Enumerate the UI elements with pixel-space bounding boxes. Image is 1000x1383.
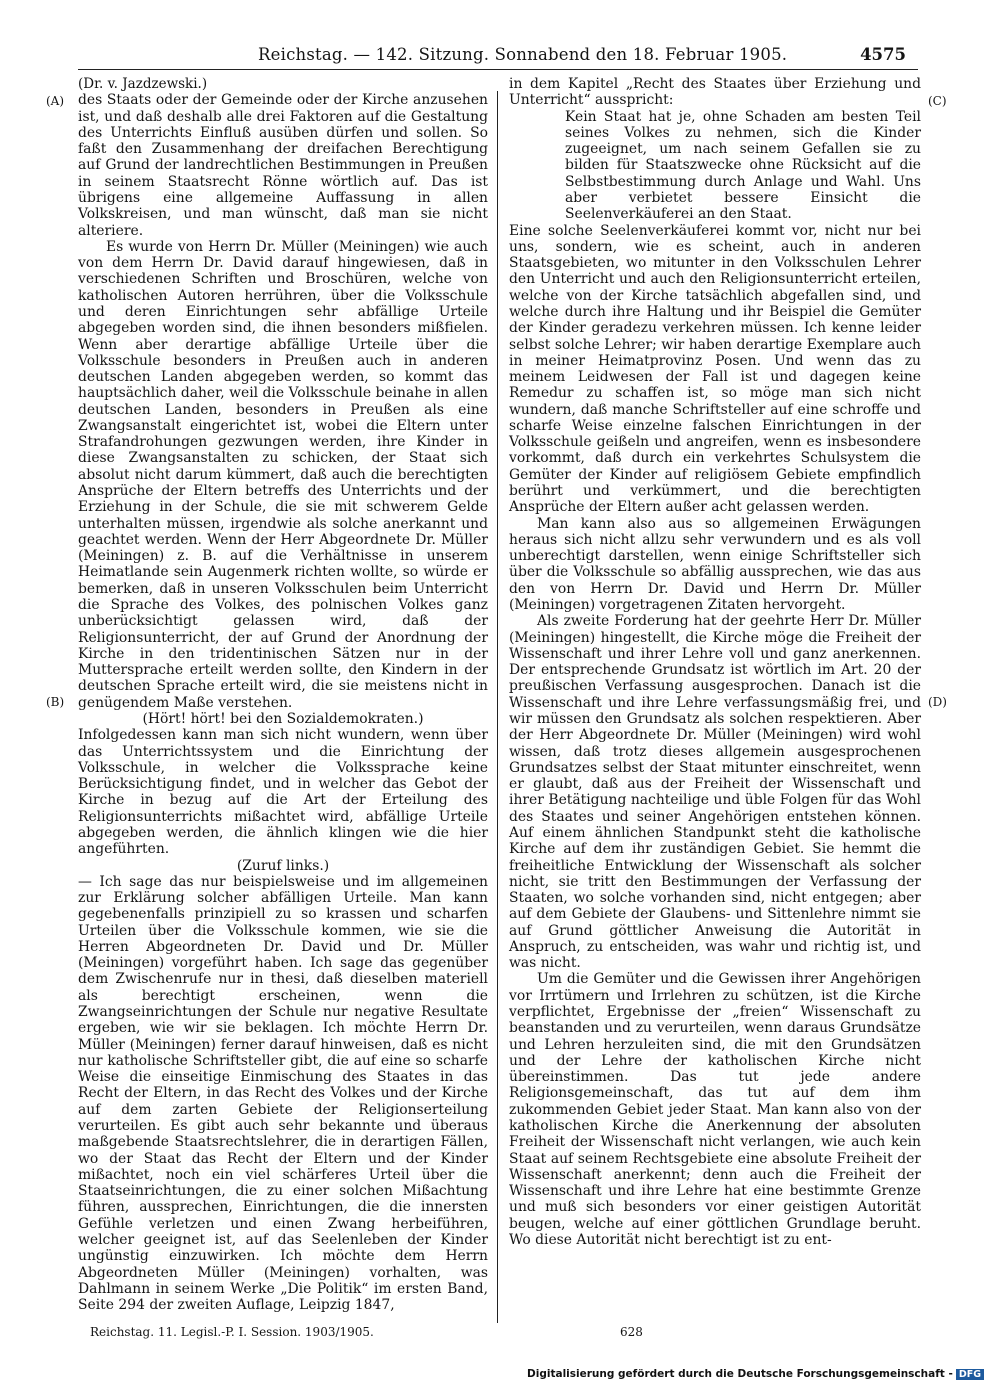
- funding-notice: [527, 1368, 984, 1380]
- paragraph: Als zweite Forderung hat der geehrte Herr Dr. Müller (Meiningen) hingestellt, die Kirche möge die Freiheit der Wissenschaft und ihrer Lehre voll und ganz anerkennen. Der entsprechende Grundsatz ist wörtlich im Art. 20 der preußischen Verfassung ausgesprochen. Danach ist die Wissenschaft und ihre Lehre verfassungsmäßig frei, und wir müssen den Grundsatz als solchen respektieren. Aber der Herr Abgeordnete Dr. Müller (Meiningen) wird wohl wissen, daß trotz dieses allgemein ausgesprochenen Grundsatzes selbst der Staat mitunter einschreitet, wenn er glaubt, daß aus der Freiheit der Wissenschaft und ihrer Betätigung nachteilige und üble Folgen für das Wohl des Staates und seiner Angehörigen entstehen können. Auf einem ähnlichen Standpunkt steht die katholische Kirche auf dem ihr zuständigen Gebiet. Sie hemmt die freiheitliche Entwicklung der Wissenschaft als solcher nicht, sie tritt den Bestimmungen der Verfassung der Staaten, wo solche vorhanden sind, nicht entgegen; aber auf dem Gebiete der Glaubens- und Sittenlehre nimmt sie auf Grund göttlicher Anweisung die Autorität in Anspruch, zu entscheiden, was wahr und richtig ist, und was nicht.: [509, 613, 921, 972]
- header-title: Reichstag. — 142. Sitzung. Sonnabend den 18. Februar 1905.: [258, 45, 788, 64]
- interjection: (Hört! hört! bei den Sozialdemokraten.): [142, 710, 424, 727]
- paragraph: Eine solche Seelenverkäuferei kommt vor, nicht nur bei uns, sondern, wie es scheint, auch in anderen Staatsgebieten, wo mitunter in den Volksschulen Lehrer den Unterricht und auch den Religionsunterricht erteilen, welche von der Kirche tatsächlich abgefallen sind, und welche durch ihre Haltung und ihr Beispiel die Gemüter der Kinder geradezu verkehren müssen. Ich kenne leider selbst solche Lehrer; wir haben derartige Exemplare auch in meiner Heimatprovinz Posen. Und wenn das zu meinem Leidwesen der Fall ist und dagegen keine Remedur zu schaffen ist, so möge man sich nicht wundern, daß manche Schriftsteller auf eine schroffe und scharfe Weise einzelne falschen Einrichtungen in der Volksschule geißeln und angreifen, wenn es insbesondere vorkommt, daß durch ein verkehrtes Schulsystem die Gemüter der Kinder auf religiösem Gebiete empfindlich berührt und verkümmert, und die berechtigten Ansprüche der Eltern außer acht gelassen werden.: [509, 222, 921, 516]
- paragraph: Infolgedessen kann man sich nicht wundern, wenn über das Unterrichtssystem und die Einrichtung der Volksschule, in welcher die Volkssprache keine Berücksichtigung findet, und in welcher das Gebot der Kirche in bezug auf die Art der Erteilung des Religionsunterrichts mißachtet wird, abfällige Urteile abgegeben werden, die ähnlich klingen wie die hier angeführten.: [78, 727, 488, 858]
- margin-mark-b: (B): [46, 695, 65, 709]
- block-quote: Kein Staat hat je, ohne Schaden am besten Teil seines Volkes zu nehmen, sich die Kinder zugeeignet, um nach seinem Gefallen sie zu bilden für Staatszwecke ohne Rücksicht auf die Selbstbestimmung durch Anlage und Wahl. Uns aber verbietet bessere Einsicht die Seelenverkäuferei an den Staat.: [565, 108, 921, 223]
- page-number: 4575: [860, 45, 906, 64]
- interjection: (Zuruf links.): [236, 857, 330, 874]
- margin-mark-c: (C): [928, 94, 947, 108]
- right-column: [509, 76, 921, 1248]
- dfg-logo: DFG: [956, 1369, 984, 1380]
- footer-session: Reichstag. 11. Legisl.-P. I. Session. 1903/1905.: [90, 1325, 374, 1339]
- margin-mark-a: (A): [46, 94, 65, 108]
- left-column: [78, 76, 488, 1313]
- funding-text: Digitalisierung gefördert durch die Deutsche Forschungsgemeinschaft -: [527, 1368, 953, 1380]
- paragraph: des Staats oder der Gemeinde oder der Kirche anzusehen ist, und daß deshalb alle drei Faktoren auf die Gestaltung des Unterrichts Einfluß ausüben dürfen und sollen. So faßt den Zusammenhang der dreifachen Berechtigung auf Grund der landrechtlichen Bestimmungen in Preußen in seinem Staatsrecht Rönne wörtlich auf. Das ist übrigens eine allgemeine Auffassung in allen Volkskreisen, und man wünscht, daß man sie nicht alteriere.: [78, 92, 488, 239]
- running-header: [0, 45, 1000, 69]
- paragraph: Man kann also aus so allgemeinen Erwägungen heraus sich nicht allzu sehr verwundern und es als voll unberechtigt darstellen, wenn einige Schriftsteller sich über die Volksschule so abfällig aussprechen, wie das aus den von Herrn Dr. David und Herrn Dr. Müller (Meiningen) vorgetragenen Zitaten hervorgeht.: [509, 515, 921, 613]
- paragraph: Es wurde von Herrn Dr. Müller (Meiningen) wie auch von dem Herrn Dr. David darauf hingewiesen, daß in verschiedenen Schriften und Broschüren, welche von katholischen Autoren herrühren, über die Volksschule und deren Einrichtungen sehr abfällige Urteile abgegeben worden sind, die ihnen besonders mißfielen. Wenn aber derartige abfällige Urteile über die Volksschule besonders in Preußen auch in anderen deutschen Landen abgegeben werden, so kommt das hauptsächlich daher, weil die Volksschule beinahe in allen deutschen Landen, besonders in Preußen als eine Zwangsanstalt eingerichtet ist, wobei die Eltern unter Strafandrohungen gezwungen werden, ihre Kinder in diese Zwangsanstalten zu schicken, der Staat sich absolut nicht darum kümmert, daß auch die berechtigten Ansprüche der Eltern betreffs des Unterrichts und der Erziehung in der Schule, die sie mit schwerem Gelde unterhalten müssen, irgendwie als solche anerkannt und geachtet werden. Wenn der Herr Abgeordnete Dr. Müller (Meiningen) z. B. auf die Verhältnisse in unserem Heimatlande sein Augenmerk richten wollte, so würde er bemerken, daß in unseren Volksschulen beim Unterricht die Sprache des Volkes, des polnischen Volkes ganz unberücksichtigt gelassen wird, daß der Religionsunterricht, der auf Grund der Anordnung der Kirche in den tridentinischen Sätzen nur in der Muttersprache erteilt werden sollte, den Kindern in der deutschen Sprache erteilt wird, die sie meistens nicht in genügendem Maße verstehen.: [78, 238, 488, 711]
- column-separator: [497, 91, 498, 1323]
- paragraph: in dem Kapitel „Recht des Staates über Erziehung und Unterricht“ ausspricht:: [509, 76, 921, 109]
- footer-sheet-number: 628: [620, 1325, 643, 1339]
- speaker-label: (Dr. v. Jazdzewski.): [78, 76, 208, 92]
- paragraph: — Ich sage das nur beispielsweise und im allgemeinen zur Erklärung solcher abfälligen Urteile. Man kann gegebenenfalls prinzipiell zu so krassen und scharfen Urteilen über die Volksschule kommen, wie sie die Herren Abgeordneten Dr. David und Dr. Müller (Meiningen) vorgeführt haben. Ich sage das gegenüber dem Zwischenrufe nur in thesi, daß dieselben materiell als berechtigt erscheinen, wenn die Zwangseinrichtungen der Schule nur negative Resultate ergeben, wie wir sie beklagen. Ich möchte Herrn Dr. Müller (Meiningen) ferner darauf hinweisen, daß es nicht nur katholische Schriftsteller gibt, die auf eine so scharfe Weise die einseitige Einmischung des Staates in das Recht der Eltern, in das Recht des Volkes und der Kirche auf dem zarten Gebiete der Religionserteilung verurteilen. Es gibt auch sehr bekannte und überaus maßgebende Staatsrechtslehrer, die in derartigen Fällen, wo der Staat das Recht der Eltern und der Kinder mißachtet, noch ein viel schärferes Urteil über die Staatseinrichtungen, die zu einer solchen Mißachtung führen, aussprechen, Einrichtungen, die die innersten Gefühle verletzen und einen Zwang herbeiführen, welcher geeignet ist, auf das Seelenleben der Kinder ungünstig einzuwirken. Ich möchte dem Herrn Abgeordneten Müller (Meiningen) vorhalten, was Dahlmann in seinem Werke „Die Politik“ im ersten Band, Seite 294 der zweiten Auflage, Leipzig 1847,: [78, 873, 488, 1314]
- paragraph: Um die Gemüter und die Gewissen ihrer Angehörigen vor Irrtümern und Irrlehren zu schützen, ist die Kirche verpflichtet, Ergebnisse der „freien“ Wissenschaft zu beanstanden und zu verurteilen, wenn daraus Grundsätze und Lehren herzuleiten sind, die mit den Grundsätzen und der Lehre der katholischen Kirche nicht übereinstimmen. Das tut jede andere Religionsgemeinschaft, das tut auf dem ihm zukommenden Gebiet jeder Staat. Man kann also von der katholischen Kirche die Anerkennung der absoluten Freiheit der Wissenschaft nicht verlangen, wie auch kein Staat auf seinem Rechtsgebiete eine absolute Freiheit der Wissenschaft anerkennt; denn auch die Freiheit der Wissenschaft und ihre Lehre hat eine bestimmte Grenze und muß sich besonders vor einer geistigen Autorität beugen, welche auf einer göttlichen Grundlage beruht. Wo diese Autorität nicht berechtigt ist zu ent-: [509, 971, 921, 1248]
- header-rule: [78, 69, 918, 70]
- margin-mark-d: (D): [928, 695, 947, 709]
